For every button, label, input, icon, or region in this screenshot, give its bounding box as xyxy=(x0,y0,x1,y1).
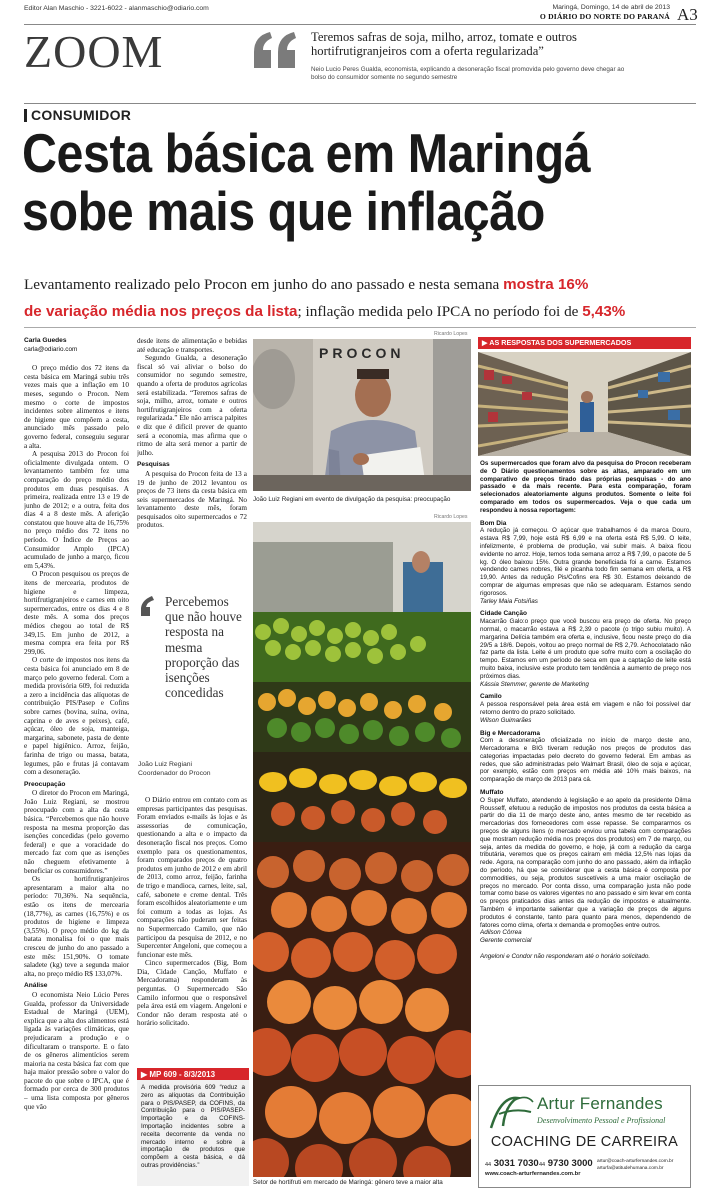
sidebar-store-title: Big e Mercadorama xyxy=(480,729,540,737)
top-pullquote: Teremos safras de soja, milho, arroz, tomate e outros hortifrutigranjeiros com a oferta regularizada” xyxy=(311,30,577,58)
paragraph: O preço médio dos 72 itens da cesta básica em Maringá subiu três vezes mais que a inflação em 10 meses, segundo o Procon. Nem mesmo o corte de impostos incidentes sobre alimentos e itens de higiene que compõem a cesta, anunciado mês passado pelo governo federal, conseguiu segurar a alta. xyxy=(24,364,129,450)
sidebar-body xyxy=(480,460,691,1080)
deck-highlight-1: mostra 16% xyxy=(503,276,589,293)
ad-phone-2[interactable] xyxy=(539,1158,593,1169)
ad-phone-1-ddd: 44 xyxy=(485,1162,492,1168)
editor-line: Editor Alan Maschio - 3221-6022 - alanmaschio@odiario.com xyxy=(24,5,209,12)
sidebar-store-attribution: Gerente comercial xyxy=(480,937,532,945)
paragraph: Cinco supermercados (Big, Bom Dia, Cidade Canção, Muffato e Mercadorama) responderam às perguntas. O Supermercado São Camilo informou que o responsável pela área está em viagem. Angeloni e Condor não deram resposta até o horário solicitado. xyxy=(137,959,247,1028)
top-pullquote-attribution: Neio Lucio Peres Gualda, economista, explicando a desoneração fiscal promovida pelo governo deve chegar ao bolso do consumidor somente no segundo semestre xyxy=(311,66,625,82)
ad-email-2[interactable]: arturfa@atitudehumana.com.br xyxy=(597,1166,664,1171)
paragraph: O Procon pesquisou os preços de itens de mercearia, produtos de higiene e limpeza, hortifrutigranjeiros e carnes em oito supermercados, entre os dias 4 e 8 deste mês. A soma dos preços médios chegou ao total de R$ 349,15. Em junho de 2012, a mesma compra era feita por R$ 299,06. xyxy=(24,570,129,656)
sidebar-store-text: A pessoa responsável pela área está em viagem e não foi possível dar retorno dentro do prazo solicitado. xyxy=(480,701,691,716)
sidebar-store-title: Cidade Canção xyxy=(480,610,527,618)
paragraph: O diretor do Procon em Maringá, João Luiz Regiani, se mostrou preocupado com a alta da cesta básica. “Percebemos que não houve resposta na mesma proporção das isenções concedidas (pelo governo federal) e que a voracidade do mercado faz com que as isenções não cheguem efetivamente à beneficiar os consumidores.” xyxy=(24,789,129,875)
paragraph: O economista Neio Lúcio Peres Gualda, professor da Universidade Estadual de Maringá (UEM), explica que a alta dos alimentos está ligada às variações climáticas, que prejudicaram a produção e o dificultaram o transporte. E o fato de os gêneros alimentícios serem maioria na cesta básica faz com que haja maior pressão sobre o valor do pacote do que sobre o IPCA, que é formado por cerca de 300 produtos – uma lista composta por gêneros que vão xyxy=(24,990,129,1111)
masthead-name: O DIÁRIO DO NORTE DO PARANÁ xyxy=(539,12,670,21)
sidebar-store-title: Muffato xyxy=(480,789,504,797)
sidebar-store-title: Camilo xyxy=(480,693,502,701)
ad-email-1[interactable]: artur@coach-arturfernandes.com.br xyxy=(597,1159,674,1164)
subhead: Análise xyxy=(24,982,48,990)
ad-phone-2-number: 9730 3000 xyxy=(547,1158,593,1169)
photo-caption: Setor de hortifruti em mercado de Maringá: gênero teve a maior alta xyxy=(253,1179,443,1186)
headline-line-2: sobe mais que inflação xyxy=(22,180,545,242)
byline-email: carla@odiario.com xyxy=(24,345,78,353)
sidebar-header xyxy=(478,337,691,349)
ad-logo-icon xyxy=(487,1092,537,1137)
paragraph: desde itens de alimentação e bebidas até educação e transportes. xyxy=(137,337,247,354)
sidebar-store-text: Com a desoneração oficializada no início de março deste ano, Mercadorama e BIG tiveram redução nos preços de produtos das categorias impactadas pelo decreto do governo federal. Em ambas as redes, que são administradas pelo Walmart Brasil, óleo de soja e açúcar, por exemplo, estão com preços em média até 10% mais baixos, na comparação de março de 2013 para cá. xyxy=(480,737,691,784)
photo-produce-section xyxy=(253,522,471,1177)
divider xyxy=(24,103,696,104)
kicker-bar xyxy=(24,109,27,122)
ad-phone-1[interactable] xyxy=(485,1158,539,1169)
paragraph: A pesquisa 2013 do Procon foi oficialmente divulgada ontem. O levantamento também fez uma comparação do preço médio dos produtos em duas pesquisas. A primeira, realizada entre 13 e 19 de junho de 2012; e a outra, feita dos dias 4 a 8 deste mês. A aferição constatou que houve alta de 16,75% no preço médio dos 72 itens no período. O Índice de Preços ao Consumidor Amplo (IPCA) acumulado de junho a março, ficou em 5,43%. xyxy=(24,450,129,570)
ad-tagline: Desenvolvimento Pessoal e Profissional xyxy=(537,1116,666,1125)
sidebar-store-attribution: Adilson Côrrea xyxy=(480,929,522,937)
deck-highlight-3: 5,43% xyxy=(582,303,626,320)
ad-website[interactable]: www.coach-arturfernandes.com.br xyxy=(485,1171,581,1177)
ad-brand: Artur Fernandes xyxy=(537,1094,663,1113)
section-title: ZOOM xyxy=(24,26,164,77)
deck-highlight-2: de variação média nos preços da lista xyxy=(24,303,298,320)
kicker: CONSUMIDOR xyxy=(31,107,132,123)
pull-quote: Percebemos que não houve resposta na mesma proporção das isenções concedidas xyxy=(165,594,242,701)
divider xyxy=(24,327,696,328)
photo-credit: Ricardo Lopes xyxy=(434,331,468,337)
deck-text-1: Levantamento realizado pelo Procon em junho do ano passado e nesta semana xyxy=(24,276,500,293)
headline-line-1: Cesta básica em Maringá xyxy=(22,122,591,184)
procon-sign: PROCON xyxy=(319,345,405,361)
sidebar-footer: Angeloni e Condor não responderam até o horário solicitado. xyxy=(480,953,651,961)
issue-date: Maringá, Domingo, 14 de abril de 2013 xyxy=(552,4,670,11)
sidebar-store-attribution: Kássia Stemmer, gerente de Marketing xyxy=(480,680,589,688)
article-column-2 xyxy=(137,337,247,587)
photo-credit: Ricardo Lopes xyxy=(434,514,468,520)
sidebar-store-text: O Super Muffato, atendendo à legislação e ao apelo da presidente Dilma Rousseff, efetuou a redução de impostos nos produtos da cesta básica a partir do dia 11 de março deste ano, antes mesmo de ter recebido as mercadorias dos fornecedores com esse repasse. Se compararmos os preços de alguns itens (o mercado enviou uma tabela com comparações que mostram redução média nos preços dos produtos) em 7 de março, ou seja, antes da medida do governo, e hoje, já com a redução da carga tributária, veremos que os preços caíram em média 12,5% nas lojas da rede. Agora, na comparação com junho do ano passado, além da inflação do período, há que se considerar que a cesta básica é composta por commodities, ou seja, produtos suscetíveis a uma maior oscilação de preços no mercado. Por conta disso, uma comparação justa não pode tomar como base os valores vigentes no ano passado e sim levar em conta os preços praticados dias antes da redução de impostos e atualmente. Também é importante salientar que a variação de preços de alguns produtos é constante, tanto para quanto para menos, dependendo de fatores como clima, oferta x demanda e promoções entre outros. xyxy=(480,796,691,929)
article-column-1 xyxy=(24,337,129,1187)
pull-quote-role: Coordenador do Procon xyxy=(138,770,211,777)
page-number: A3 xyxy=(677,5,698,24)
arrow-right-icon: ▶ xyxy=(141,1070,150,1079)
mp-box-title-text: MP 609 - 8/3/2013 xyxy=(149,1070,216,1079)
mp-box-text: A medida provisória 609 “reduz a zero as alíquotas da Contribuição para o PIS/PASEP, da COFINS, da Contribuição para o PIS/PASEP-Importação e da COFINS-Importação incidentes sobre a receita decorrente da venda no mercado interno e sobre a importação de produtos que compõem a cesta básica, e dá outras providências.” xyxy=(137,1080,249,1186)
photo-caption: João Luiz Regiani em evento de divulgação da pesquisa: preocupação xyxy=(253,496,451,503)
ad-headline: COACHING DE CARREIRA xyxy=(490,1134,679,1150)
quote-mark-icon xyxy=(138,594,160,623)
divider xyxy=(24,24,696,25)
subhead: Pesquisas xyxy=(137,461,170,469)
ad-box[interactable] xyxy=(478,1085,691,1188)
byline-name: Carla Guedes xyxy=(24,337,67,344)
sidebar-store-attribution: Tarley Maia Fotsiñas xyxy=(480,597,538,605)
paragraph: O Diário entrou em contato com as empresas participantes das pesquisas. Foram enviados e-mails às lojas e às assessorias de comunicação, questionando a alta e o impacto da desoneração fiscal nos preços. Como exemplo para os questionamentos, foram comparados preços de quatro produtos em junho de 2012 e em abril de 2013, como arroz, feijão, farinha de trigo e mandioca, carnes, leite, sal, café, sabonete e creme dental. Três foram escolhidos aleatoriamente e um foi comum a todas as lojas. As comparações não puderam ser feitas no Supermercado Camilo, que não participou da pesquisa de 2012, e no Supercenter Angeloni, que começou a funcionar este mês. xyxy=(137,796,247,959)
ad-phone-1-number: 3031 7030 xyxy=(493,1158,539,1169)
photo-procon-event xyxy=(253,339,471,491)
pull-quote-name: João Luiz Regiani xyxy=(138,761,193,768)
photo-supermarket-aisle xyxy=(478,352,691,456)
sidebar-intro: Os supermercados que foram alvo da pesquisa do Procon receberam de O Diário questionamentos sobre as altas, amparado em um comparativo de preços tirado das próprias pesquisas - do ano passado e da mais recente. Para esta comparação, foram selecionados aleatoriamente alguns produtos. Somente o leite foi comparado em todos os supermercados. Veja o que cada um respondeu à nossa reportagem: xyxy=(480,460,691,514)
sidebar-store-attribution: Wilson Guimarães xyxy=(480,716,532,724)
deck xyxy=(24,271,696,325)
paragraph: A pesquisa do Procon feita de 13 a 19 de junho de 2012 levantou os preços de 73 itens da cesta básica em seis supermercados de Maringá. No levantamento deste mês, foram pesquisados oito supermercados e 72 produtos. xyxy=(137,469,247,530)
subhead: Preocupação xyxy=(24,780,66,788)
paragraph: O corte de impostos nos itens da cesta básica foi anunciado em 8 de março pelo governo federal. Com a medida provisória 609, foi reduzida a zero a incidência das alíquotas de contribuição PIS/Pasep e Cofins sobre carnes (bovina, suína, ovina, caprina e de aves e peixes), café, açúcar, óleo de soja, manteiga, margarina, sabonete, pasta de dente e papel higiênico. Arroz, feijão, farinha de trigo ou massa, batata, legumes, pão e frutas já contavam com a desoneração. xyxy=(24,656,129,777)
paragraph: Os hortifrutigranjeiros apresentaram a maior alta no período: 70,36%. Na sequência, estão os itens de mercearia (18,77%), as carnes (16,75%) e os produtos de higiene e limpeza (3,55%). O preço médio do kg da batata monalisa foi o que mais cresceu de junho do ano passado a este mês: 151,90%. O tomate saladete (kg) teve a segunda maior alta, no preço médio R$ 133,07%. xyxy=(24,875,129,978)
sidebar-store-title: Bom Dia xyxy=(480,519,507,527)
paragraph: Segundo Gualda, a desoneração fiscal só vai aliviar o bolso do consumidor no segundo semestre, quando a oferta de produtos agrícolas será estabilizada. “Teremos safras de soja, milho, arroz, tomate e outros hortifrutigranjeiros com a oferta regularizada.” Ele não arrisca palpites e diz que é difícil prever de quanto será a economia, mas afirma que o ritmo de alta será menor a partir de julho. xyxy=(137,354,247,457)
deck-text-2: ; inflação medida pelo IPCA no período foi de xyxy=(297,303,579,320)
quote-mark-icon xyxy=(252,30,300,75)
mp-box xyxy=(137,1068,249,1186)
arrow-right-icon: ▶ xyxy=(482,338,490,347)
mp-box-title xyxy=(137,1068,249,1080)
sidebar-store-text: Macarrão Galo:o preço que você buscou era preço de oferta. No preço normal, o macarrão estava a R$ 2,39 o pacote (o trigo subiu muito). A margarina Delícia também era oferta e, inclusive, ficou neste preço do dia 29/5 a 18/6. Depois, voltou ao preço normal de R$ 2,79. Achocolatado não faz parte da lista. Leite é um produto que sofre muito com a oscilação do tempo. Estamos em um período de seca em que a captação de leite está muito baixa, inclusive este produto tem tendência a aumento de preço nos próximos dias. xyxy=(480,618,691,680)
sidebar-store-text: A redução já começou. O açúcar que trabalhamos é da marca Douro, estava R$ 7,99, hoje está R$ 6,99 e na oferta está R$ 5,99. O leite, infelizmente, é problema de produção, vai subir mais. A baixa ficou evidente no arroz. Hoje, temos toda semana arroz a R$ 7,99, o pacote de 5 kg. O óleo baixou 15%. Outra grande beneficiada foi a carne. Estamos vendendo cames nobres, filé e picanha todo fim semana em oferta, a R$ 19,90. Antes da redução Pis/Cofins era R$ 30. Estamos deixando de comprar de algumas empresas que não se adequaram. Estamos sendo rigorosos. xyxy=(480,527,691,597)
sidebar-title: AS RESPOSTAS DOS SUPERMERCADOS xyxy=(489,338,632,347)
ad-phone-2-ddd: 44 xyxy=(539,1162,546,1168)
